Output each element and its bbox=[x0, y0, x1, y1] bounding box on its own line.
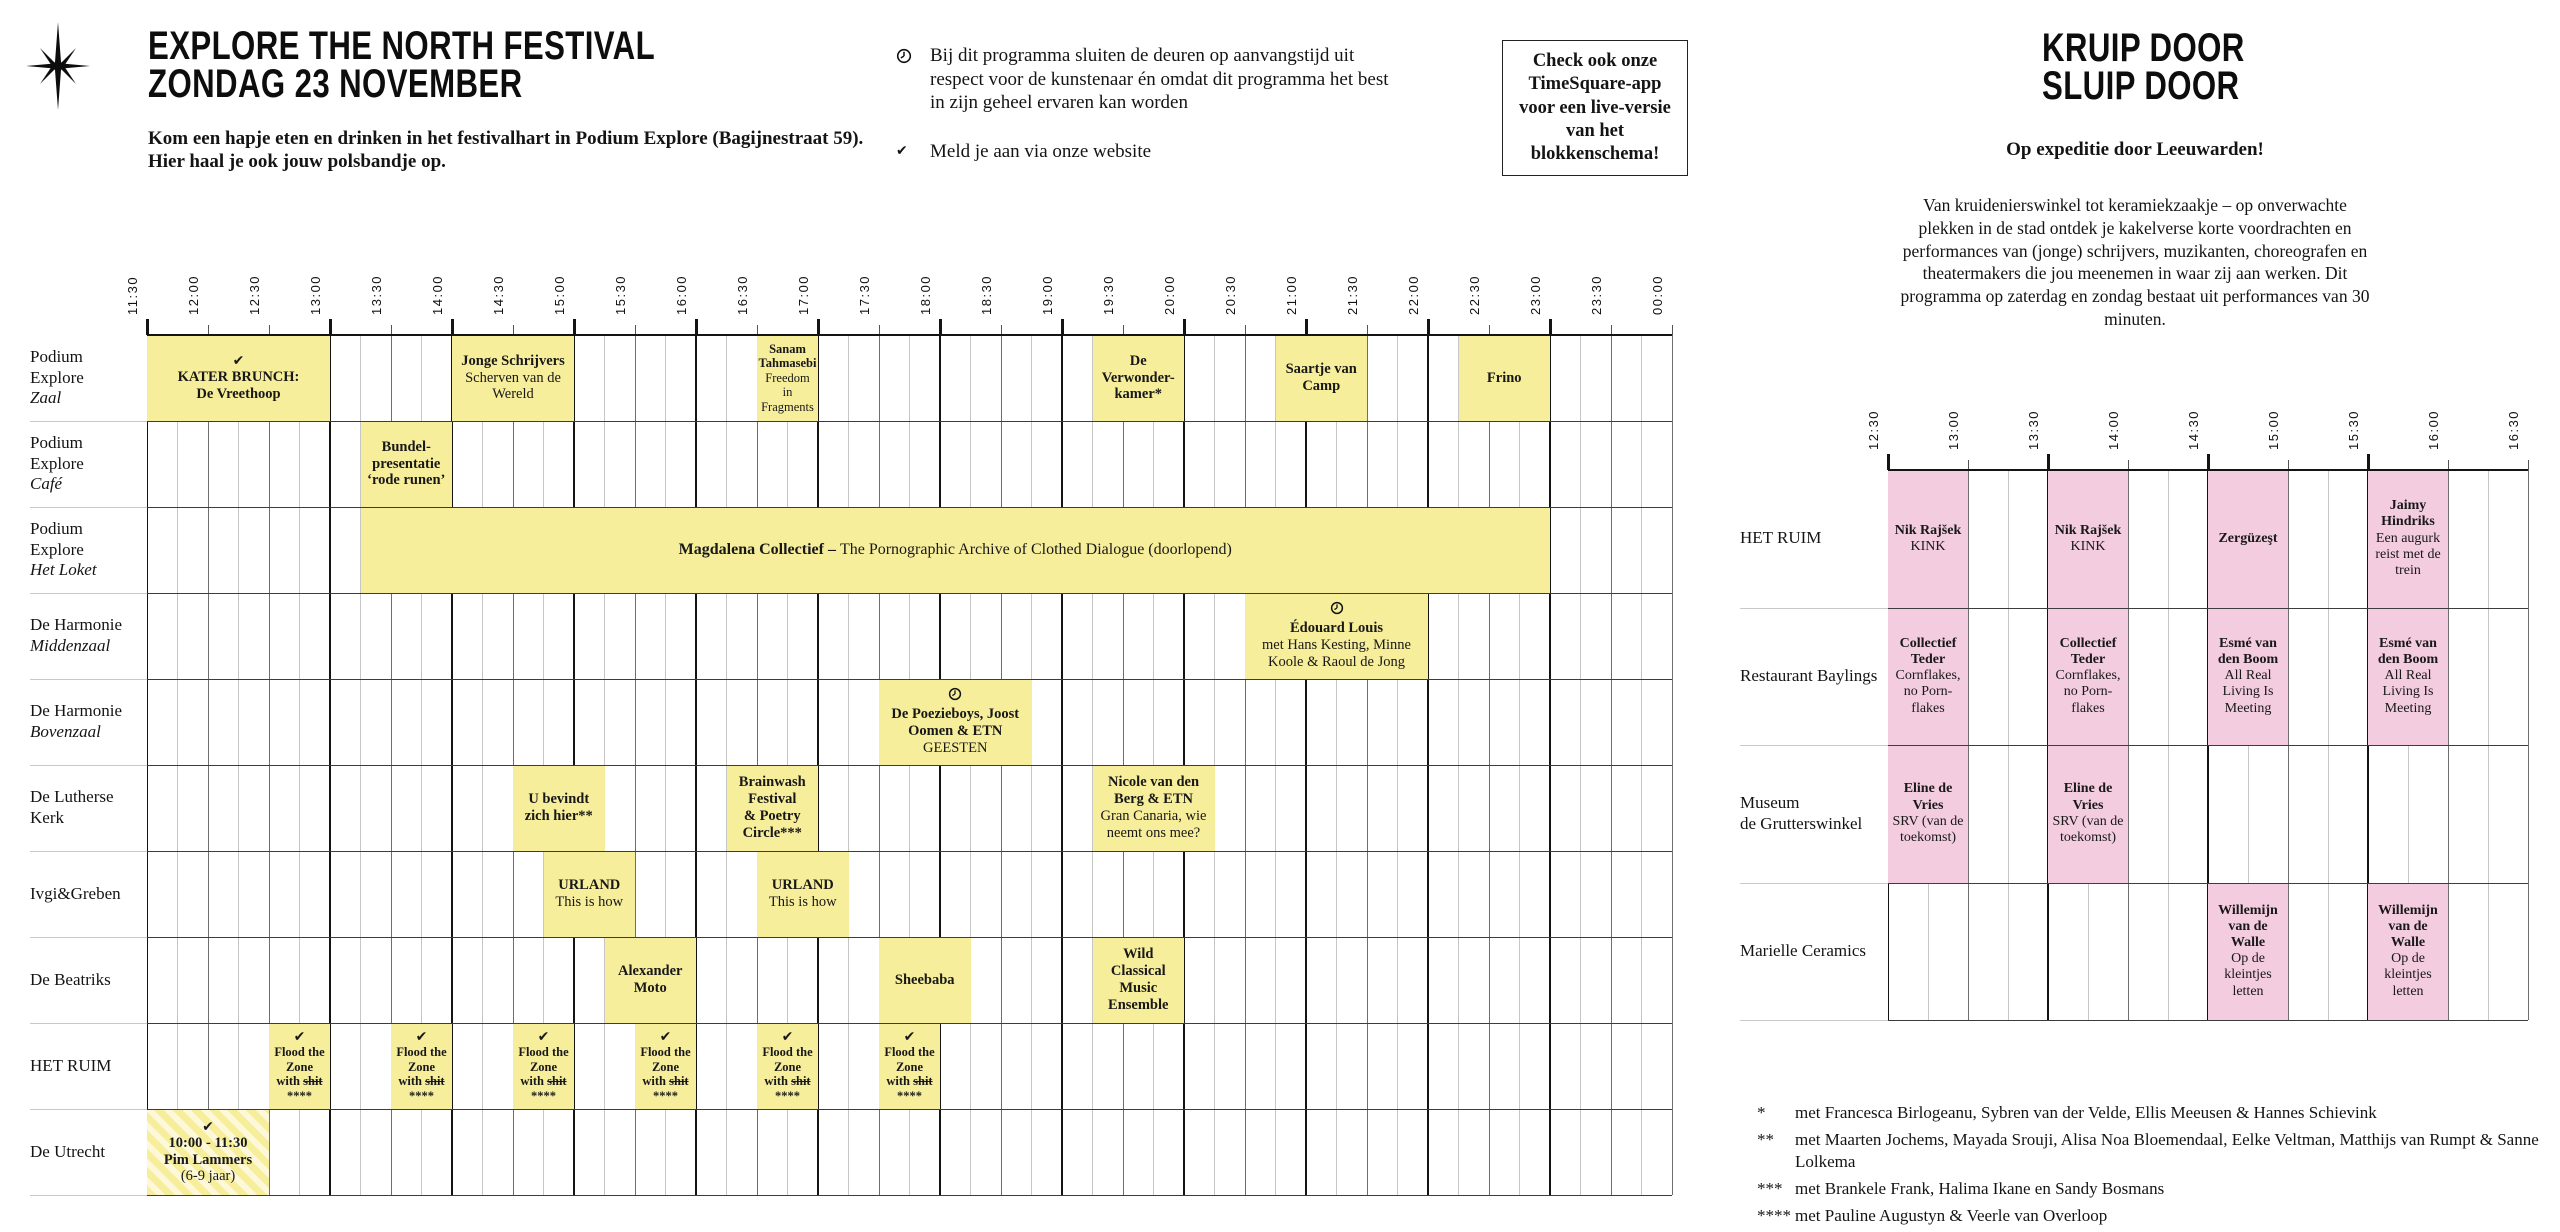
footnote-row bbox=[1757, 1129, 2547, 1172]
time-tick bbox=[451, 319, 454, 335]
event-title: **** bbox=[531, 1088, 556, 1103]
venue-label bbox=[30, 1109, 140, 1195]
time-label: 16:30 bbox=[2506, 409, 2521, 450]
event-title: with shit bbox=[276, 1074, 323, 1089]
check-icon: ✔ bbox=[781, 1028, 794, 1045]
time-tick bbox=[695, 319, 698, 335]
event-title: De bbox=[1129, 352, 1147, 369]
footnote-marker: ** bbox=[1757, 1130, 1774, 1150]
time-label: 00:00 bbox=[1650, 274, 1665, 315]
event-block bbox=[147, 335, 330, 421]
venue-label bbox=[1740, 745, 1882, 883]
row-separator bbox=[147, 593, 1672, 594]
right-tagline: Op expeditie door Leeuwarden! bbox=[2006, 139, 2264, 160]
event-title: URLAND bbox=[771, 877, 834, 894]
footnote-text: met Francesca Birlogeanu, Sybren van der Velde, Ellis Meeusen & Hannes Schievink bbox=[1795, 1103, 2377, 1122]
time-label: 22:00 bbox=[1406, 274, 1421, 315]
check-icon: ✔ bbox=[659, 1028, 672, 1045]
right-title-line2: SLUIP DOOR bbox=[2042, 64, 2240, 108]
event-title: U bevindt bbox=[528, 791, 590, 808]
event-title: Zone bbox=[407, 1059, 436, 1074]
event-title: Alexander bbox=[618, 963, 683, 980]
intro-text bbox=[148, 127, 868, 173]
event-title: URLAND bbox=[558, 877, 621, 894]
venue-room: Kerk bbox=[30, 808, 64, 827]
venue-label bbox=[30, 679, 140, 765]
time-tick bbox=[1183, 319, 1186, 335]
time-label: 13:30 bbox=[2026, 409, 2041, 450]
event-block bbox=[1888, 745, 1968, 883]
event-block bbox=[2048, 745, 2128, 883]
event-block bbox=[2368, 883, 2448, 1021]
event-title: Zone bbox=[285, 1059, 314, 1074]
event-title: & Poetry bbox=[743, 808, 801, 824]
event-title: Flood the bbox=[274, 1045, 325, 1060]
row-separator bbox=[1740, 1020, 1888, 1021]
event-subtitle: All Real Living Is Meeting bbox=[2382, 668, 2434, 716]
footnote-row bbox=[1757, 1102, 2547, 1123]
venue-room: de Grutterswinkel bbox=[1740, 813, 1863, 833]
time-label: 22:30 bbox=[1467, 274, 1482, 315]
event-title: **** bbox=[775, 1088, 800, 1103]
note-doors bbox=[896, 44, 1401, 115]
event-subtitle: This is how bbox=[555, 894, 624, 910]
event-title: Collectief Teder bbox=[1899, 635, 1957, 667]
event-title: Sanam bbox=[769, 341, 806, 356]
row-separator bbox=[30, 679, 147, 680]
footnote-text: met Pauline Augustyn & Veerle van Overloop bbox=[1795, 1206, 2108, 1225]
event-block bbox=[605, 937, 697, 1023]
page-title-line1: EXPLORE THE NORTH FESTIVAL bbox=[148, 24, 656, 68]
event-title: Frino bbox=[1486, 369, 1522, 386]
event-title: Nik Rajšek bbox=[2054, 522, 2122, 538]
event-block bbox=[2048, 470, 2128, 608]
time-tick bbox=[573, 319, 576, 335]
event-title: kamer* bbox=[1114, 386, 1162, 403]
event-block bbox=[1276, 335, 1368, 421]
venue-name: Ivgi&Greben bbox=[30, 883, 121, 903]
event-title: Nicole van den Berg & ETN bbox=[1107, 774, 1200, 808]
time-label: 14:00 bbox=[2106, 409, 2121, 450]
event-block bbox=[635, 1023, 696, 1109]
event-title: Moto bbox=[633, 980, 667, 996]
time-label: 14:00 bbox=[430, 274, 445, 315]
event-title: with shit bbox=[398, 1074, 445, 1089]
event-block bbox=[2048, 608, 2128, 746]
venue-label bbox=[30, 335, 140, 421]
event-title: Eline de Vries bbox=[1903, 781, 1953, 813]
row-separator bbox=[147, 765, 1672, 766]
time-label: 11:30 bbox=[125, 275, 140, 315]
footnote-text: met Brankele Frank, Halima Ikane en Sandy Bosmans bbox=[1795, 1178, 2165, 1198]
venue-name: Podium Explore bbox=[30, 346, 84, 387]
time-tick bbox=[1305, 319, 1308, 335]
venue-label bbox=[30, 593, 140, 679]
event-block bbox=[2208, 470, 2288, 608]
event-subtitle: This is how bbox=[768, 894, 837, 910]
event-subtitle: Een augurk reist met de trein bbox=[2375, 530, 2441, 579]
check-icon: ✔ bbox=[903, 1028, 916, 1045]
venue-label bbox=[30, 765, 140, 851]
time-tick bbox=[1549, 319, 1552, 335]
venue-room: Middenzaal bbox=[30, 636, 111, 655]
event-block bbox=[757, 1023, 818, 1109]
row-separator bbox=[1740, 608, 1888, 609]
event-title: **** bbox=[653, 1088, 678, 1103]
event-subtitle: SRV (van de toekomst) bbox=[1892, 813, 1964, 845]
time-label: 16:00 bbox=[674, 274, 689, 315]
row-separator bbox=[30, 851, 147, 852]
row-separator bbox=[1888, 745, 2528, 746]
event-title: 10:00 - 11:30 bbox=[168, 1134, 248, 1151]
grid-top-border bbox=[147, 334, 1672, 336]
right-description: Van kruidenierswinkel tot keramiekzaakje – op onverwachte plekken in de stad ontdek je kakelverse korte voordrachten en performances van (jonge) schrijvers, muzikanten, choreografen en theatermakers die jou meenemen in waar zij aan werken. Dit programma op zaterdag en zondag bestaat uit performances van 30 minuten. bbox=[1900, 195, 2370, 329]
timesquare-app-box: Check ook onze TimeSquare-app voor een live-versie van het blokkenschema! bbox=[1502, 40, 1688, 176]
footnote-text: met Maarten Jochems, Mayada Srouji, Alisa Noa Bloemendaal, Eelke Veltman, Matthijs van Rumpt & Sanne Lolkema bbox=[1795, 1130, 2539, 1171]
event-title: Édouard Louis bbox=[1289, 620, 1384, 637]
event-title: Bundel- bbox=[381, 438, 431, 455]
event-subtitle: Scherven van de Wereld bbox=[465, 369, 561, 403]
time-label: 16:00 bbox=[2426, 409, 2441, 450]
event-block bbox=[879, 1023, 940, 1109]
time-label: 12:30 bbox=[247, 274, 262, 315]
venue-room: Café bbox=[30, 474, 63, 494]
venue-name: HET RUIM bbox=[30, 1055, 112, 1075]
event-title: **** bbox=[897, 1088, 922, 1103]
event-title: Saartje van bbox=[1285, 361, 1357, 378]
row-separator bbox=[147, 1109, 1672, 1110]
event-subtitle: Op de kleintjes letten bbox=[2384, 951, 2432, 999]
time-label: 12:30 bbox=[1866, 409, 1881, 450]
event-block bbox=[2368, 608, 2448, 746]
time-label: 21:30 bbox=[1345, 274, 1360, 315]
venue-label bbox=[30, 507, 140, 593]
row-separator bbox=[1888, 883, 2528, 884]
event-subtitle: KINK bbox=[1910, 538, 1946, 554]
event-block bbox=[2368, 470, 2448, 608]
row-separator bbox=[30, 765, 147, 766]
time-tick bbox=[1061, 319, 1064, 335]
event-title: Zone bbox=[773, 1059, 802, 1074]
event-title: Willemijn van de Walle bbox=[2378, 902, 2438, 951]
event-block bbox=[1888, 470, 1968, 608]
venue-room: Het Loket bbox=[30, 560, 97, 580]
event-title: Collectief Teder bbox=[2059, 635, 2117, 667]
event-subtitle: GEESTEN bbox=[923, 739, 988, 756]
venue-label bbox=[1740, 470, 1882, 608]
event-subtitle: Gran Canaria, wie neemt ons mee? bbox=[1100, 808, 1207, 841]
time-label: 18:30 bbox=[979, 274, 994, 315]
event-title: ‘rode runen’ bbox=[367, 472, 446, 489]
event-block bbox=[2208, 883, 2288, 1021]
time-label: 17:00 bbox=[796, 274, 811, 315]
event-block bbox=[727, 765, 819, 851]
row-separator bbox=[30, 1109, 147, 1110]
event-subtitle: Op de kleintjes letten bbox=[2224, 951, 2272, 999]
right-section-title bbox=[2042, 26, 2302, 108]
event-block bbox=[1459, 335, 1551, 421]
time-tick bbox=[2207, 454, 2210, 470]
note-signup-text: Meld je aan via onze website bbox=[930, 141, 1152, 162]
check-icon: ✔ bbox=[896, 143, 908, 159]
time-tick bbox=[939, 319, 942, 335]
time-label: 12:00 bbox=[186, 274, 201, 315]
clock-icon bbox=[1330, 601, 1344, 620]
event-title: Zergüzeşt bbox=[2218, 530, 2278, 546]
event-block bbox=[452, 335, 574, 421]
event-title: **** bbox=[409, 1088, 434, 1103]
event-block bbox=[1888, 608, 1968, 746]
event-block bbox=[879, 937, 971, 1023]
event-block bbox=[147, 1109, 269, 1195]
event-title: Flood the bbox=[518, 1045, 569, 1060]
venue-label bbox=[1740, 608, 1882, 746]
event-title: Jaimy Hindriks bbox=[2381, 498, 2435, 530]
event-subtitle: Magdalena Collectief – The Pornographic Archive of Clothed Dialogue (doorlopend) bbox=[678, 540, 1232, 558]
event-title: Flood the bbox=[640, 1045, 691, 1060]
event-title: Zone bbox=[529, 1059, 558, 1074]
event-title: De Poezieboys, Joost Oomen & ETN bbox=[891, 706, 1020, 739]
row-separator bbox=[30, 1023, 147, 1024]
event-title: Flood the bbox=[396, 1045, 447, 1060]
time-label: 14:30 bbox=[491, 274, 506, 315]
event-title: Nik Rajšek bbox=[1894, 522, 1962, 538]
footnote-marker: * bbox=[1757, 1103, 1766, 1122]
venue-label bbox=[30, 851, 140, 937]
festival-star-logo-icon bbox=[26, 22, 90, 115]
event-title: with shit bbox=[642, 1074, 689, 1089]
event-subtitle: Cornflakes, no Porn-flakes bbox=[1895, 668, 1961, 716]
venue-room: Bovenzaal bbox=[30, 722, 101, 741]
venue-name: De Harmonie bbox=[30, 615, 123, 635]
event-title: De Vreethoop bbox=[196, 386, 281, 403]
row-separator bbox=[147, 421, 1672, 422]
venue-name: Podium Explore bbox=[30, 432, 84, 473]
time-tick bbox=[1887, 454, 1890, 470]
event-block bbox=[757, 335, 818, 421]
footnote-row bbox=[1757, 1178, 2547, 1199]
venue-name: Museum bbox=[1740, 793, 1800, 813]
row-separator bbox=[147, 937, 1672, 938]
event-block bbox=[879, 679, 1032, 765]
event-block bbox=[757, 851, 849, 937]
note-doors-text: Bij dit programma sluiten de deuren op aanvangstijd uit respect voor de kunstenaar én omdat dit programma het best in zijn geheel ervaren kan worden bbox=[930, 45, 1389, 114]
event-block bbox=[2208, 608, 2288, 746]
row-separator bbox=[30, 1195, 147, 1196]
venue-name: De Lutherse bbox=[30, 787, 114, 807]
event-subtitle: KINK bbox=[2070, 538, 2106, 554]
time-label: 15:30 bbox=[613, 274, 628, 315]
time-label: 20:00 bbox=[1162, 274, 1177, 315]
time-label: 15:00 bbox=[552, 274, 567, 315]
event-subtitle: Cornflakes, no Porn-flakes bbox=[2055, 668, 2121, 716]
row-separator bbox=[30, 507, 147, 508]
time-tick bbox=[817, 319, 820, 335]
event-block bbox=[544, 851, 636, 937]
event-title: Esmé van den Boom bbox=[2377, 635, 2439, 667]
event-subtitle: (6-9 jaar) bbox=[180, 1168, 236, 1185]
check-icon: ✔ bbox=[293, 1028, 306, 1045]
clock-icon bbox=[896, 44, 914, 115]
event-title: Zone bbox=[895, 1059, 924, 1074]
row-separator bbox=[1740, 883, 1888, 884]
event-title: Willemijn van de Walle bbox=[2218, 902, 2278, 951]
page-title-line2: ZONDAG 23 NOVEMBER bbox=[148, 62, 523, 106]
clock-icon bbox=[948, 687, 962, 706]
venue-label bbox=[30, 1023, 140, 1109]
time-label: 14:30 bbox=[2186, 409, 2201, 450]
event-title: with shit bbox=[886, 1074, 933, 1089]
time-label: 13:00 bbox=[308, 274, 323, 315]
event-title: Circle*** bbox=[742, 824, 802, 841]
time-label: 13:30 bbox=[369, 274, 384, 315]
event-block bbox=[361, 421, 453, 507]
time-label: 18:00 bbox=[918, 274, 933, 315]
event-subtitle: Fragments bbox=[761, 399, 814, 414]
check-icon: ✔ bbox=[232, 353, 245, 370]
event-title: Camp bbox=[1302, 378, 1341, 394]
event-block bbox=[1245, 593, 1428, 679]
event-block bbox=[513, 1023, 574, 1109]
venue-name: Restaurant Baylings bbox=[1740, 665, 1878, 685]
time-tick bbox=[2367, 454, 2370, 470]
venue-label bbox=[30, 937, 140, 1023]
venue-name: Podium Explore bbox=[30, 518, 84, 559]
event-title: Ensemble bbox=[1108, 996, 1169, 1013]
row-separator bbox=[147, 679, 1672, 680]
event-block bbox=[269, 1023, 330, 1109]
note-signup bbox=[896, 140, 1401, 164]
time-label: 19:00 bbox=[1040, 274, 1055, 315]
event-subtitle: met Hans Kesting, Minne Koole & Raoul de Jong bbox=[1261, 637, 1411, 670]
row-separator bbox=[1888, 1020, 2528, 1021]
venue-name: De Beatriks bbox=[30, 969, 111, 989]
venue-name: HET RUIM bbox=[1740, 528, 1822, 548]
venue-name: Marielle Ceramics bbox=[1740, 940, 1867, 960]
event-block bbox=[391, 1023, 452, 1109]
check-icon: ✔ bbox=[202, 1118, 214, 1135]
row-separator bbox=[147, 851, 1672, 852]
row-separator bbox=[30, 937, 147, 938]
check-icon: ✔ bbox=[537, 1028, 550, 1045]
event-block bbox=[1093, 937, 1185, 1023]
event-title: Sheebaba bbox=[894, 971, 955, 988]
venue-room: Zaal bbox=[30, 388, 62, 408]
time-label: 13:00 bbox=[1946, 409, 1961, 450]
row-separator bbox=[1740, 745, 1888, 746]
event-subtitle: in bbox=[782, 385, 793, 400]
time-tick bbox=[1427, 319, 1430, 335]
event-block bbox=[1093, 335, 1185, 421]
event-block bbox=[1093, 765, 1215, 851]
time-tick bbox=[329, 319, 332, 335]
row-separator bbox=[147, 1023, 1672, 1024]
time-label: 20:30 bbox=[1223, 274, 1238, 315]
event-title: **** bbox=[287, 1088, 312, 1103]
intro-line1: Kom een hapje eten en drinken in het festivalhart in Podium Explore (Bagijnestraat 59). bbox=[148, 128, 864, 149]
event-title: Festival bbox=[748, 791, 797, 808]
event-title: Esmé van den Boom bbox=[2217, 635, 2279, 667]
time-label: 15:00 bbox=[2266, 409, 2281, 450]
row-separator bbox=[1888, 608, 2528, 609]
row-separator bbox=[147, 507, 1672, 508]
event-title: Music bbox=[1119, 980, 1158, 996]
venue-name: De Harmonie bbox=[30, 701, 123, 721]
event-title: Zone bbox=[651, 1059, 680, 1074]
time-label: 23:30 bbox=[1589, 274, 1604, 315]
event-subtitle: Freedom bbox=[765, 370, 810, 385]
time-label: 16:30 bbox=[735, 274, 750, 315]
intro-line2: Hier haal je ook jouw polsbandje op. bbox=[148, 151, 446, 173]
footnote-row bbox=[1757, 1205, 2547, 1226]
event-title: Tahmasebi bbox=[758, 356, 817, 371]
event-title: Brainwash bbox=[738, 774, 806, 791]
venue-name: De Utrecht bbox=[30, 1141, 106, 1161]
time-label: 23:00 bbox=[1528, 274, 1543, 315]
venue-label bbox=[1740, 883, 1882, 1021]
row-separator bbox=[30, 421, 147, 422]
event-subtitle: SRV (van de toekomst) bbox=[2052, 813, 2124, 845]
check-icon: ✔ bbox=[415, 1028, 428, 1045]
time-label: 15:30 bbox=[2346, 409, 2361, 450]
event-title: Eline de Vries bbox=[2063, 781, 2113, 813]
time-tick bbox=[2047, 454, 2050, 470]
event-block bbox=[361, 507, 1551, 593]
event-title: Verwonder- bbox=[1101, 369, 1175, 386]
right-title-line1: KRUIP DOOR bbox=[2042, 26, 2245, 70]
event-title: with shit bbox=[520, 1074, 567, 1089]
event-block bbox=[513, 765, 605, 851]
event-title: with shit bbox=[764, 1074, 811, 1089]
event-title: KATER BRUNCH: bbox=[177, 369, 300, 386]
event-title: Pim Lammers bbox=[163, 1151, 253, 1168]
page-title bbox=[148, 24, 798, 106]
event-title: Jonge Schrijvers bbox=[461, 352, 565, 369]
event-subtitle: All Real Living Is Meeting bbox=[2222, 668, 2274, 716]
event-title: Wild Classical bbox=[1110, 946, 1166, 980]
grid-top-border bbox=[1888, 469, 2528, 471]
event-title: presentatie bbox=[372, 455, 441, 472]
row-separator bbox=[30, 593, 147, 594]
event-title: Flood the bbox=[884, 1045, 935, 1060]
row-separator bbox=[147, 1195, 1672, 1196]
time-tick bbox=[146, 319, 149, 335]
footnotes bbox=[1757, 1102, 2547, 1232]
venue-label bbox=[30, 421, 140, 507]
time-label: 19:30 bbox=[1101, 274, 1116, 315]
event-title: zich hier** bbox=[524, 808, 593, 824]
time-label: 21:00 bbox=[1284, 274, 1299, 315]
footnote-marker: *** bbox=[1757, 1178, 1783, 1198]
event-title: Flood the bbox=[762, 1045, 813, 1060]
footnote-marker: **** bbox=[1757, 1206, 1791, 1225]
time-label: 17:30 bbox=[857, 274, 872, 315]
